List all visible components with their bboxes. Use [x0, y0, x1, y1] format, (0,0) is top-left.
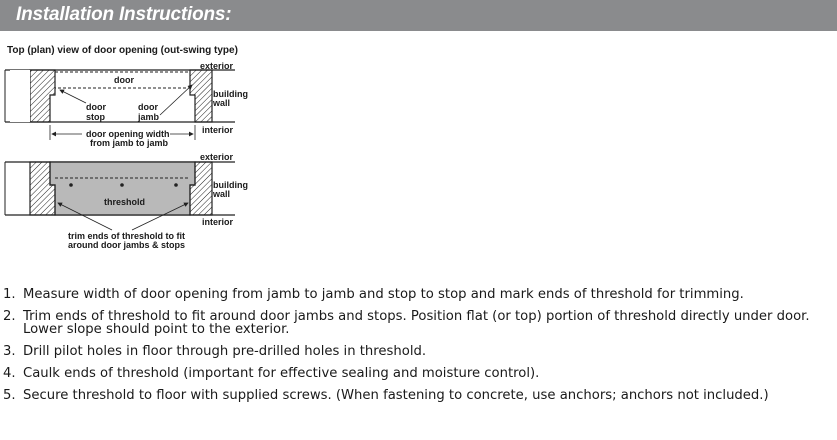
threshold-shape	[50, 162, 195, 215]
label-door-stop-2: stop	[86, 112, 105, 122]
label-building-bottom-2: wall	[213, 189, 231, 199]
label-exterior-bottom: exterior	[200, 152, 234, 162]
diagram-title: Top (plan) view of door opening (out-swing type)	[7, 45, 238, 56]
step-item	[3, 367, 837, 380]
right-wall-hatch	[190, 70, 212, 122]
step-text: Measure width of door opening from jamb to jamb and stop to stop and mark ends of threshold for trimming.	[23, 287, 744, 302]
bottom-plan-view	[5, 152, 248, 250]
door-opening-diagram	[0, 55, 300, 255]
label-door-stop-1: door	[86, 102, 106, 112]
label-width-1: door opening width	[86, 129, 170, 139]
label-interior-bottom: interior	[202, 217, 234, 227]
header-bar	[0, 0, 837, 31]
label-building-bottom-1: building	[213, 180, 248, 190]
step-number: 4.	[3, 366, 16, 381]
step-text: Caulk ends of threshold (important for effective sealing and moisture control).	[23, 366, 540, 381]
label-width-2: from jamb to jamb	[90, 138, 169, 148]
label-trim-2: around door jambs & stops	[68, 240, 186, 250]
label-door: door	[114, 75, 134, 85]
step-item	[3, 310, 837, 336]
step-number: 2.	[3, 309, 16, 324]
label-trim-1: trim ends of threshold to fit	[68, 231, 185, 241]
step-text: Trim ends of threshold to fit around door jambs and stops. Position flat (or top) portion of threshold directly under door. Lower slope should point to the exterior.	[23, 309, 810, 337]
step-item	[3, 345, 837, 358]
label-threshold: threshold	[104, 197, 146, 207]
instruction-steps	[3, 288, 837, 402]
step-text: Secure threshold to floor with supplied screws. (When fastening to concrete, use anchors; anchors not included.)	[23, 388, 769, 403]
label-building-top-2: wall	[213, 98, 231, 108]
label-building-top-1: building	[213, 89, 248, 99]
step-number: 1.	[3, 287, 16, 302]
page-title: Installation Instructions:	[16, 4, 232, 25]
left-wall-hatch	[30, 70, 55, 122]
step-text: Drill pilot holes in floor through pre-drilled holes in threshold.	[23, 344, 427, 359]
top-plan-view	[5, 61, 248, 148]
label-exterior-top: exterior	[200, 61, 234, 71]
step-number: 3.	[3, 344, 16, 359]
label-interior-top: interior	[202, 125, 234, 135]
step-item	[3, 389, 837, 402]
step-number: 5.	[3, 388, 16, 403]
label-door-jamb-1: door	[138, 102, 158, 112]
label-door-jamb-2: jamb	[138, 112, 160, 122]
step-item	[3, 288, 837, 301]
